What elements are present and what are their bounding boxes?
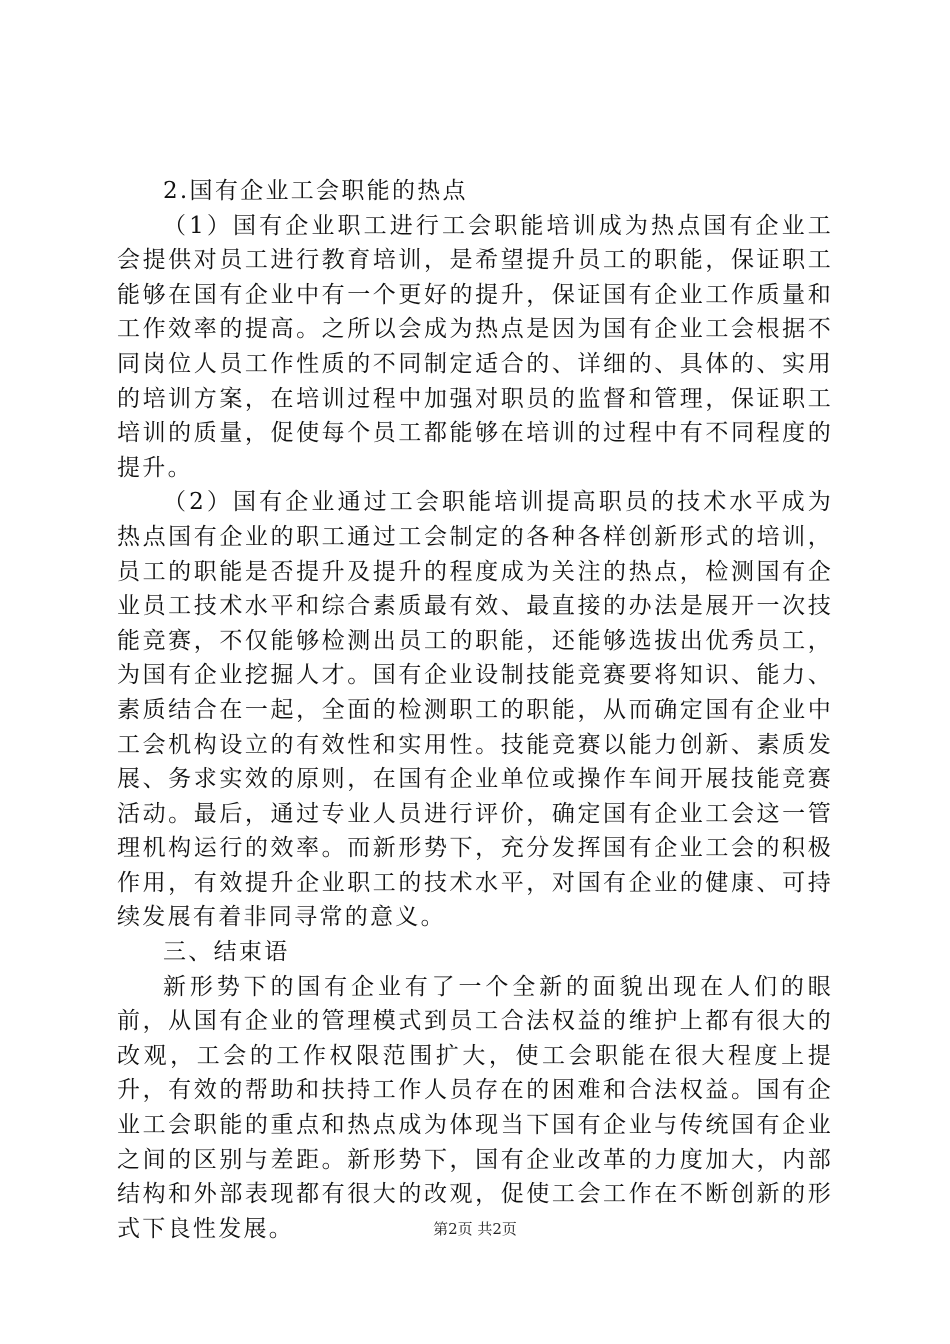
- page-number-footer: 第2页 共2页: [433, 1220, 517, 1238]
- document-body: [117, 174, 833, 1246]
- paragraph-conclusion: 新形势下的国有企业有了一个全新的面貌出现在人们的眼前，从国有企业的管理模式到员工合法权益的维护上都有很大的改观，工会的工作权限范围扩大，使工会职能在很大程度上提升，有效的帮助和扶持工作人员存在的困难和合法权益。国有企业工会职能的重点和热点成为体现当下国有企业与传统国有企业之间的区别与差距。新形势下，国有企业改革的力度加大，内部结构和外部表现都有很大的改观，促使工会工作在不断创新的形式下良性发展。: [117, 973, 833, 1242]
- paragraph-training-hotspot: （1）国有企业职工进行工会职能培训成为热点国有企业工会提供对员工进行教育培训，是希望提升员工的职能，保证职工能够在国有企业中有一个更好的提升，保证国有企业工作质量和工作效率的提高。之所以会成为热点是因为国有企业工会根据不同岗位人员工作性质的不同制定适合的、详细的、具体的、实用的培训方案，在培训过程中加强对职员的监督和管理，保证职工培训的质量，促使每个员工都能够在培训的过程中有不同程度的提升。: [117, 212, 833, 481]
- section-heading: 2.国有企业工会职能的热点: [163, 178, 468, 204]
- paragraph-skill-level-hotspot: （2）国有企业通过工会职能培训提高职员的技术水平成为热点国有企业的职工通过工会制定的各种各样创新形式的培训，员工的职能是否提升及提升的程度成为关注的热点，检测国有企业员工技术水平和综合素质最有效、最直接的办法是展开一次技能竞赛，不仅能够检测出员工的职能，还能够选拔出优秀员工，为国有企业挖掘人才。国有企业设制技能竞赛要将知识、能力、素质结合在一起，全面的检测职工的职能，从而确定国有企业中工会机构设立的有效性和实用性。技能竞赛以能力创新、素质发展、务求实效的原则，在国有企业单位或操作车间开展技能竞赛活动。最后，通过专业人员进行评价，确定国有企业工会这一管理机构运行的效率。而新形势下，充分发挥国有企业工会的积极作用，有效提升企业职工的技术水平，对国有企业的健康、可持续发展有着非同寻常的意义。: [117, 489, 833, 931]
- section-title-conclusion: 三、结束语: [163, 939, 290, 966]
